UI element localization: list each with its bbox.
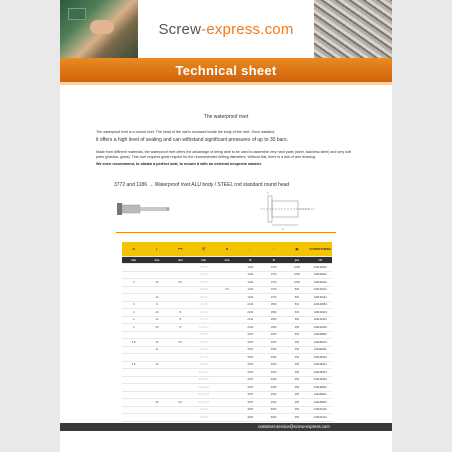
table-units-row: mm mm mm mm mm N N pcs ref [122,257,332,264]
header-image-screws [314,0,392,58]
title-band [60,58,392,82]
footer-email[interactable]: customer.service@screw-express.com [258,424,330,429]
header-image-electronics [60,0,138,58]
table-row: 9.5-12.5 3070 2300 250 120148161 [122,376,332,384]
table-row: 4.8 14 6.5-9.5 3070 2300 250 120148141 [122,361,332,369]
table-row: 14 9.5-11 1240 1070 500 120130141 [122,294,332,302]
table-row: 4 12 8 5.0-7.0 2140 1560 500 120140121 [122,316,332,324]
shear-icon: ↔ [239,242,262,257]
svg-text:L: L [282,227,284,231]
intro-highlight: it offers a high level of sealing and can withstand significant pressures of up to 30 bars. [96,137,288,143]
box-icon: ▣ [285,242,308,257]
table-row: 2.0-5.0 4450 3300 250 120164101 [122,406,332,414]
materials-text: Made from different materials, the waterproof rivet offers the advantage of being able to be used to assemble very hard parts (steel, stainless steel) and very soft parts (plastics, glass). This rivet requires great respect for the recommended drilling diameters. Without this, there is a risk of wire drawing. [96,150,351,159]
conditioning-label: CONDITIONING [309,242,332,257]
table-body [122,264,332,422]
table-icon-row [122,242,332,257]
tensile-icon: ↕ [262,242,285,257]
table-row: 4.8 10 9.5 3.0-5.0 3070 2300 250 120148101 [122,339,332,347]
table-row: 5.0-7.0 3070 2300 250 120148121 [122,354,332,362]
length-icon: L [145,242,168,257]
table-row: 6.5-9.5 3.5 1240 1070 500 120130121 [122,286,332,294]
table-row: 25 9.5 19.5-23.0 3070 2300 250 120148251 [122,399,332,407]
table-row: 4 15 8 7.0-10.0 2140 1560 250 120140151 [122,324,332,332]
rivet-drawings [60,192,392,232]
footer-bar [60,423,392,431]
doc-title: The waterproof rivet [203,114,249,120]
logo-part-2: -express.com [201,20,294,38]
grip-range-icon: ☰ [192,242,215,257]
header [60,0,392,58]
table-row: 1.0-3.5 3070 2300 500 120148081 [122,331,332,339]
rivet-illustration [60,192,392,232]
table-row: 4 8 0.5-3.5 2140 1560 500 120140081 [122,301,332,309]
rivet-spec-table [122,242,332,422]
table-row: 11 4.0-6.0 3070 2300 250 120148111 [122,346,332,354]
technical-sheet-page [60,0,392,452]
diameter-icon: Ø [122,242,145,257]
table-row: 5.0-8.0 4450 3300 250 120164121 [122,414,332,422]
table-row: 16.0-19.5 3070 2300 250 120148211 [122,391,332,399]
table-row: 13.0-16.0 3070 2300 250 120148201 [122,384,332,392]
table-row: 4 10 8 3.0-5.0 2140 1560 500 120140101 [122,309,332,317]
table-row: 3 10 6.5 4.5-6.5 1240 1070 1000 120130101 [122,279,332,287]
table-row: 0.5-3.0 1240 1070 1000 120130001 [122,264,332,272]
recommend-text: We even recommend, to obtain a perfect seal, to mount it with an external neoprene washer. [96,162,262,166]
logo-part-1: Screw [158,20,202,38]
table-row: 8.0-11.0 3070 2300 250 120148151 [122,369,332,377]
section-divider [116,232,336,233]
head-diameter-icon: ⟷ [169,242,192,257]
logo-area [138,0,314,58]
intro-text: The waterproof rivet is a closed rivet. The head of the nail is enclosed inside the body of the rivet. Once installed, [96,130,276,134]
table-row: 2.0-4.5 1240 1070 1000 120130001 [122,271,332,279]
band-title: Technical sheet [175,62,277,78]
rivet-heading: 3772 and 1186 → Waterproof rivet ALU body / STEEL rod standard round head [114,182,290,188]
brand-logo[interactable] [158,21,293,38]
drill-icon: ⇅ [215,242,238,257]
